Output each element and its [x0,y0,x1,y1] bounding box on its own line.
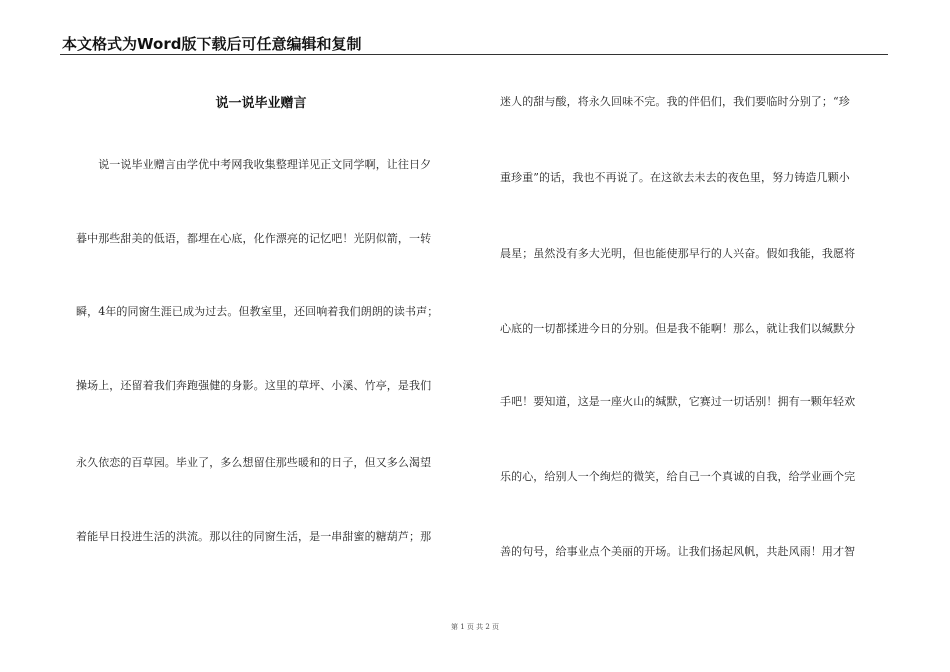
text-line: 操场上，还留着我们奔跑强健的身影。这里的草坪、小溪、竹亭，是我们 [76,379,432,392]
text-line: 手吧！要知道，这是一座火山的缄默，它赛过一切话别！拥有一颗年轻欢 [500,395,856,408]
header-title: 本文格式为Word版下载后可任意编辑和复制 [62,35,362,53]
header-divider [60,54,888,55]
text-line: 永久依恋的百草园。毕业了，多么想留住那些暖和的日子，但又多么渴望 [76,456,432,469]
text-line: 心底的一切都揉进今日的分别。但是我不能啊！那么，就让我们以缄默分 [500,322,856,335]
page-number: 第 1 页 共 2 页 [450,623,500,631]
text-line: 重珍重”的话，我也不再说了。在这欲去未去的夜色里，努力铸造几颗小 [500,171,850,184]
text-line: 善的句号，给事业点个美丽的开场。让我们扬起风帆，共赴风雨！用才智 [500,545,856,558]
text-line: 乐的心，给别人一个绚烂的微笑，给自己一个真诚的自我，给学业画个完 [500,470,856,483]
text-line: 晨星；虽然没有多大光明，但也能使那早行的人兴奋。假如我能，我愿将 [500,247,856,260]
text-line: 说一说毕业赠言由学优中考网我收集整理详见正文同学啊，让往日夕 [76,158,432,171]
text-line: 暮中那些甜美的低语，都埋在心底，化作漂亮的记忆吧！光阴似箭，一转 [76,232,432,245]
document-title: 说一说毕业赠言 [215,96,307,111]
text-line: 瞬，4年的同窗生涯已成为过去。但教室里，还回响着我们朗朗的读书声； [76,305,439,318]
text-line: 着能早日投进生活的洪流。那以往的同窗生活，是一串甜蜜的糖葫芦；那 [76,530,432,543]
text-line: 迷人的甜与酸，将永久回味不完。我的伴侣们，我们要临时分别了；“珍 [500,95,850,108]
